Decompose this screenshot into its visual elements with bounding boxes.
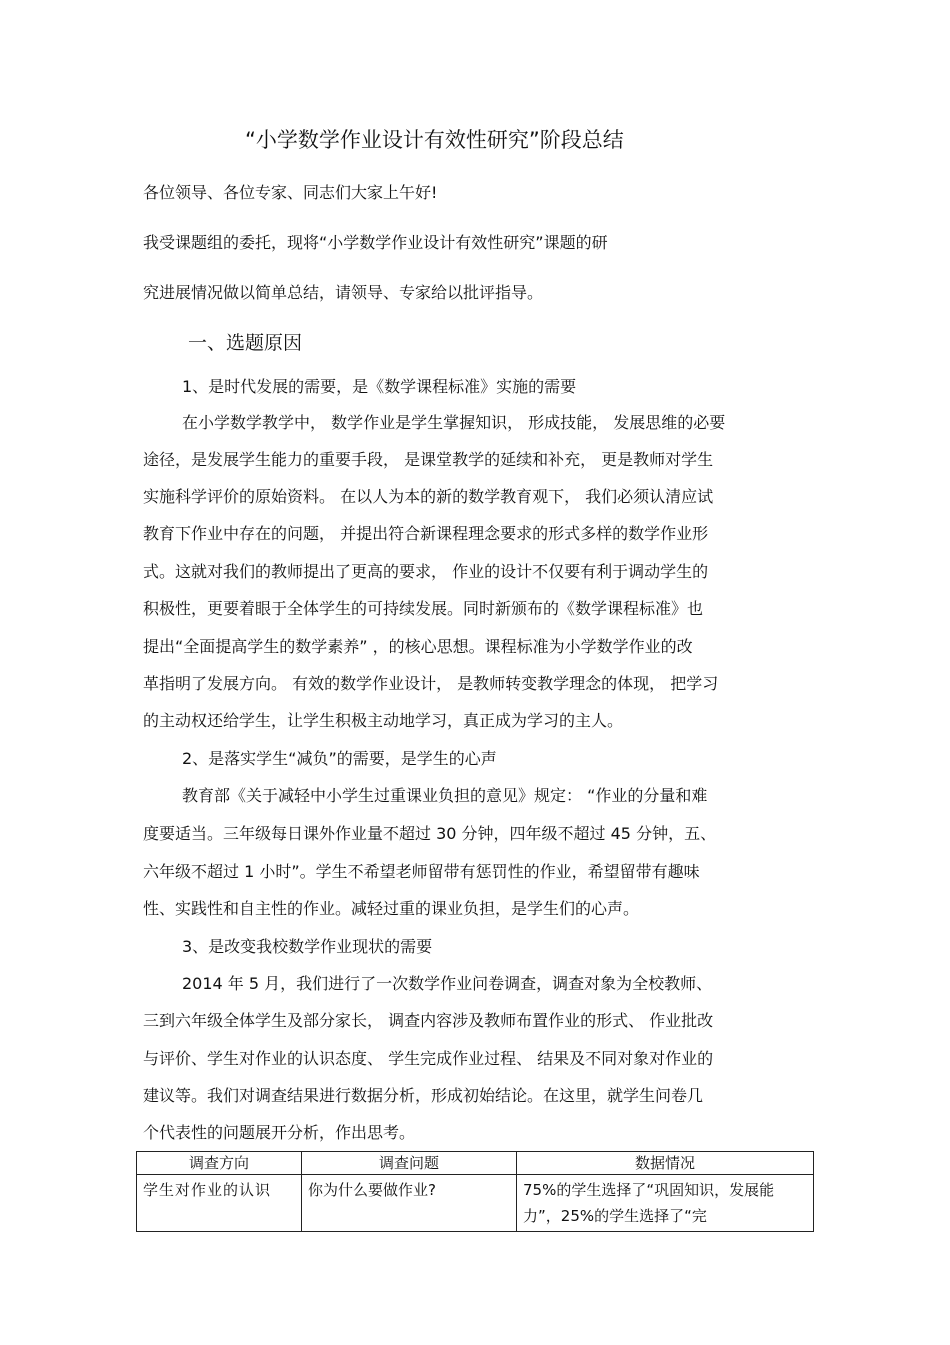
- table-cell: [137, 1175, 302, 1232]
- paragraph-line: 教育下作业中存在的问题， 并提出符合新课程理念要求的形式多样的数学作业形: [143, 524, 709, 543]
- document-title: “小学数学作业设计有效性研究”阶段总结: [245, 128, 624, 152]
- paragraph-line: 2014 年 5 月，我们进行了一次数学作业问卷调查，调查对象为全校教师、: [182, 974, 713, 993]
- survey-question: 你为什么要做作业?: [308, 1181, 436, 1199]
- greeting: 各位领导、各位专家、同志们大家上午好!: [143, 183, 438, 202]
- table-header: 调查问题: [302, 1152, 517, 1175]
- table-header: 数据情况: [517, 1152, 814, 1175]
- paragraph-line: 建议等。我们对调查结果进行数据分析，形成初始结论。在这里，就学生问卷几: [143, 1086, 704, 1105]
- table-header-row: [137, 1152, 814, 1175]
- paragraph-line: 个代表性的问题展开分析，作出思考。: [143, 1123, 416, 1142]
- subsection-title: 3、是改变我校数学作业现状的需要: [182, 937, 433, 956]
- table-header: 调查方向: [137, 1152, 302, 1175]
- paragraph-line: 性、实践性和自主性的作业。减轻过重的课业负担，是学生们的心声。: [143, 899, 640, 918]
- paragraph-line: 提出“全面提高学生的数学素养” ，的核心思想。课程标准为小学数学作业的改: [143, 637, 693, 656]
- paragraph-line: 三到六年级全体学生及部分家长， 调查内容涉及教师布置作业的形式、 作业批改: [143, 1011, 714, 1030]
- paragraph-line: 积极性，更要着眼于全体学生的可持续发展。同时新颁布的《数学课程标准》也: [143, 599, 704, 618]
- paragraph-line: 革指明了发展方向。 有效的数学作业设计， 是教师转变教学理念的体现， 把学习: [143, 674, 719, 693]
- paragraph-line: 途径，是发展学生能力的重要手段， 是课堂教学的延续和补充， 更是教师对学生: [143, 450, 714, 469]
- paragraph-line: 度要适当。三年级每日课外作业量不超过 30 分钟，四年级不超过 45 分钟，五、: [143, 824, 717, 843]
- table-row: [137, 1175, 814, 1232]
- paragraph-line: 式。这就对我们的教师提出了更高的要求， 作业的设计不仅要有利于调动学生的: [143, 562, 709, 581]
- paragraph-line: 实施科学评价的原始资料。 在以人为本的新的数学教育观下， 我们必须认清应试: [143, 487, 714, 506]
- intro-line: 究进展情况做以简单总结，请领导、专家给以批评指导。: [143, 283, 544, 302]
- section-heading: 一、选题原因: [188, 332, 303, 354]
- paragraph-line: 六年级不超过 1 小时”。学生不希望老师留带有惩罚性的作业，希望留带有趣味: [143, 862, 700, 881]
- paragraph-line: 的主动权还给学生，让学生积极主动地学习，真正成为学习的主人。: [143, 711, 624, 730]
- paragraph-line: 在小学数学教学中， 数学作业是学生掌握知识， 形成技能， 发展思维的必要: [182, 413, 726, 432]
- survey-data: 75%的学生选择了“巩固知识，发展能力”，25%的学生选择了“完: [523, 1181, 775, 1225]
- survey-table: [136, 1151, 814, 1232]
- table-cell: [517, 1175, 814, 1232]
- paragraph-line: 教育部《关于减轻中小学生过重课业负担的意见》规定： “作业的分量和难: [182, 786, 708, 805]
- intro-line: 我受课题组的委托，现将“小学数学作业设计有效性研究”课题的研: [143, 233, 608, 252]
- subsection-title: 1、是时代发展的需要，是《数学课程标准》实施的需要: [182, 377, 577, 396]
- paragraph-line: 与评价、学生对作业的认识态度、 学生完成作业过程、 结果及不同对象对作业的: [143, 1049, 714, 1068]
- table-cell: [302, 1175, 517, 1232]
- subsection-title: 2、是落实学生“减负”的需要，是学生的心声: [182, 749, 497, 768]
- survey-direction: 学生对作业的认识: [143, 1181, 272, 1199]
